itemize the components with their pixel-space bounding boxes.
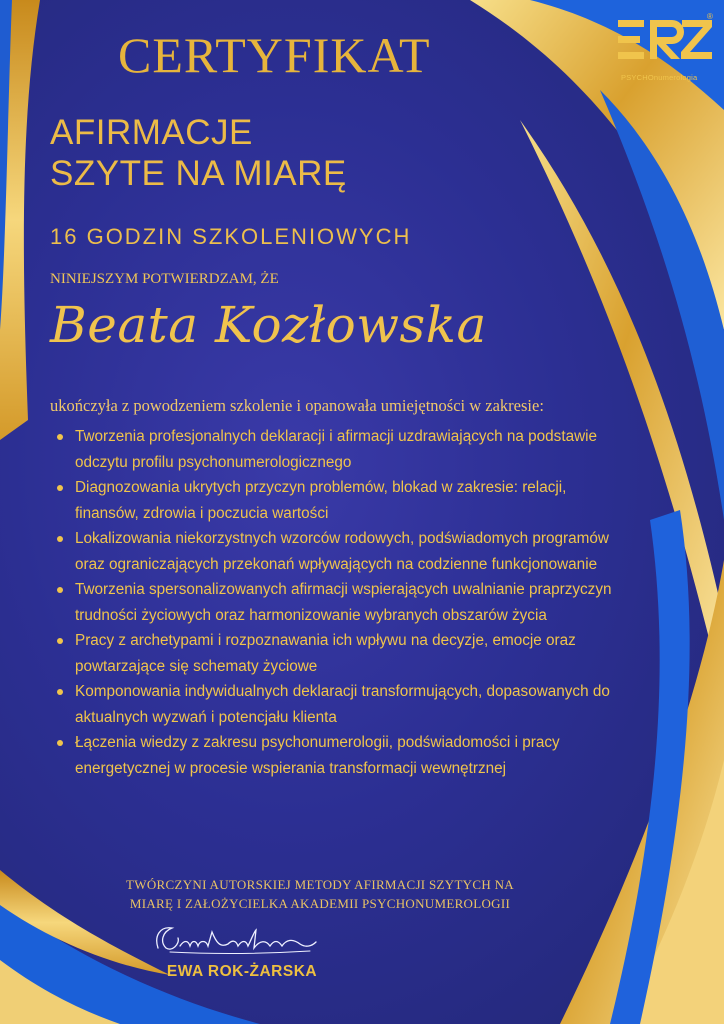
registered-mark: ®	[707, 12, 713, 21]
skills-intro: ukończyła z powodzeniem szkolenie i opanowała umiejętności w zakresie:	[50, 396, 544, 415]
signer-name: EWA ROK-ŻARSKA	[166, 963, 318, 980]
founder-line-2: MIARĘ I ZAŁOŻYCIELKA AKADEMII PSYCHONUMEROLOGII	[129, 896, 511, 911]
skills-list	[52, 424, 612, 781]
recipient-name: Beata Kozłowska	[50, 296, 487, 354]
founder-line-1: TWÓRCZYNI AUTORSKIEJ METODY AFIRMACJI SZYTYCH NA	[126, 877, 514, 892]
course-name-line-2: SZYTE NA MIARĘ	[50, 154, 347, 193]
course-name-line-1: AFIRMACJE	[50, 113, 253, 152]
skill-item: Diagnozowania ukrytych przyczyn problemów, blokad w zakresie: relacji, finansów, zdrowia i poczucia wartości	[52, 475, 612, 526]
confirmation-text: NINIEJSZYM POTWIERDZAM, ŻE	[50, 271, 279, 287]
skill-item: Tworzenia spersonalizowanych afirmacji wspierających uwalnianie praprzyczyn trudności życiowych oraz harmonizowanie wybranych obszarów życia	[52, 577, 612, 628]
training-hours: 16 GODZIN SZKOLENIOWYCH	[50, 224, 412, 249]
skill-item: Pracy z archetypami i rozpoznawania ich wpływu na decyzje, emocje oraz powtarzające się schematy życiowe	[52, 628, 612, 679]
certificate-title: CERTYFIKAT	[118, 27, 431, 83]
course-name	[50, 112, 347, 194]
skill-item: Łączenia wiedzy z zakresu psychonumerologii, podświadomości i pracy energetycznej w procesie wspierania transformacji wewnętrznej	[52, 730, 612, 781]
founder-description	[0, 875, 640, 913]
logo-subtitle: PSYCHOnumerologia	[621, 73, 698, 82]
skill-item: Lokalizowania niekorzystnych wzorców rodowych, podświadomych programów oraz ograniczających przekonań wpływających na codzienne funkcjonowanie	[52, 526, 612, 577]
signature-icon	[150, 918, 320, 960]
skill-item: Tworzenia profesjonalnych deklaracji i afirmacji uzdrawiających na podstawie odczytu profilu psychonumerologicznego	[52, 424, 612, 475]
skill-item: Komponowania indywidualnych deklaracji transformujących, dopasowanych do aktualnych wyzwań i potencjału klienta	[52, 679, 612, 730]
